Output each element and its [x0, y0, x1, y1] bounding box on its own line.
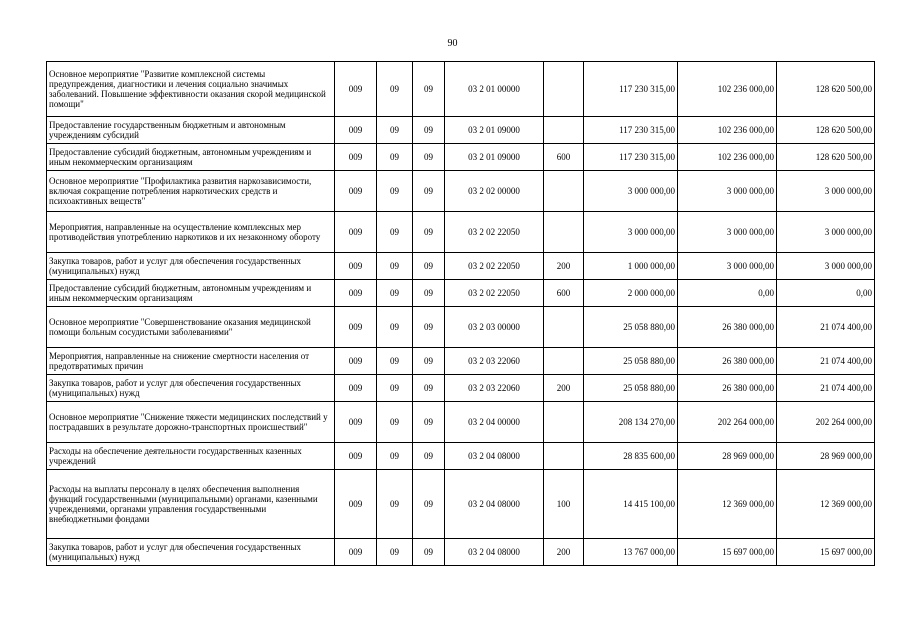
expense-type-cell — [544, 443, 584, 470]
ministry-code-cell: 009 — [335, 539, 377, 566]
amount-year2-cell: 102 236 000,00 — [678, 117, 777, 144]
ministry-code-cell: 009 — [335, 348, 377, 375]
subsection-code-cell: 09 — [413, 253, 445, 280]
expense-type-cell: 100 — [544, 470, 584, 539]
ministry-code-cell: 009 — [335, 307, 377, 348]
row-name-cell: Основное мероприятие "Профилактика развития наркозависимости, включая сокращение потребления наркотических средств и психоактивных веществ" — [47, 171, 335, 212]
amount-year2-cell: 12 369 000,00 — [678, 470, 777, 539]
ministry-code-cell: 009 — [335, 117, 377, 144]
amount-year2-cell: 26 380 000,00 — [678, 348, 777, 375]
amount-year3-cell: 21 074 400,00 — [777, 375, 875, 402]
amount-year3-cell: 21 074 400,00 — [777, 307, 875, 348]
section-code-cell: 09 — [377, 307, 413, 348]
subsection-code-cell: 09 — [413, 212, 445, 253]
row-name-cell: Закупка товаров, работ и услуг для обеспечения государственных (муниципальных) нужд — [47, 253, 335, 280]
budget-table — [46, 61, 875, 566]
expense-type-cell — [544, 307, 584, 348]
subsection-code-cell: 09 — [413, 62, 445, 117]
page-number: 90 — [447, 38, 458, 49]
expense-type-cell — [544, 171, 584, 212]
subsection-code-cell: 09 — [413, 144, 445, 171]
expense-type-cell: 600 — [544, 144, 584, 171]
target-article-cell: 03 2 02 22050 — [445, 253, 544, 280]
section-code-cell: 09 — [377, 539, 413, 566]
target-article-cell: 03 2 03 00000 — [445, 307, 544, 348]
section-code-cell: 09 — [377, 117, 413, 144]
amount-year1-cell: 1 000 000,00 — [584, 253, 678, 280]
amount-year1-cell: 25 058 880,00 — [584, 348, 678, 375]
amount-year3-cell: 15 697 000,00 — [777, 539, 875, 566]
ministry-code-cell: 009 — [335, 212, 377, 253]
table-row — [47, 307, 875, 348]
amount-year1-cell: 117 230 315,00 — [584, 144, 678, 171]
section-code-cell: 09 — [377, 171, 413, 212]
target-article-cell: 03 2 01 00000 — [445, 62, 544, 117]
row-name-cell: Закупка товаров, работ и услуг для обеспечения государственных (муниципальных) нужд — [47, 539, 335, 566]
amount-year2-cell: 15 697 000,00 — [678, 539, 777, 566]
amount-year3-cell: 128 620 500,00 — [777, 144, 875, 171]
row-name-cell: Основное мероприятие "Совершенствование оказания медицинской помощи больным сосудистыми заболеваниями" — [47, 307, 335, 348]
row-name-cell: Расходы на обеспечение деятельности государственных казенных учреждений — [47, 443, 335, 470]
table-row — [47, 443, 875, 470]
expense-type-cell: 200 — [544, 375, 584, 402]
ministry-code-cell: 009 — [335, 144, 377, 171]
target-article-cell: 03 2 04 08000 — [445, 539, 544, 566]
amount-year3-cell: 28 969 000,00 — [777, 443, 875, 470]
ministry-code-cell: 009 — [335, 253, 377, 280]
row-name-cell: Предоставление субсидий бюджетным, автономным учреждениям и иным некоммерческим организациям — [47, 280, 335, 307]
amount-year2-cell: 102 236 000,00 — [678, 62, 777, 117]
subsection-code-cell: 09 — [413, 348, 445, 375]
section-code-cell: 09 — [377, 62, 413, 117]
section-code-cell: 09 — [377, 144, 413, 171]
amount-year2-cell: 28 969 000,00 — [678, 443, 777, 470]
amount-year3-cell: 0,00 — [777, 280, 875, 307]
table-row — [47, 348, 875, 375]
row-name-cell: Предоставление государственным бюджетным и автономным учреждениям субсидий — [47, 117, 335, 144]
ministry-code-cell: 009 — [335, 62, 377, 117]
row-name-cell: Закупка товаров, работ и услуг для обеспечения государственных (муниципальных) нужд — [47, 375, 335, 402]
amount-year1-cell: 117 230 315,00 — [584, 117, 678, 144]
table-row — [47, 171, 875, 212]
section-code-cell: 09 — [377, 443, 413, 470]
ministry-code-cell: 009 — [335, 443, 377, 470]
target-article-cell: 03 2 02 22050 — [445, 212, 544, 253]
amount-year3-cell: 128 620 500,00 — [777, 62, 875, 117]
expense-type-cell — [544, 62, 584, 117]
ministry-code-cell: 009 — [335, 280, 377, 307]
section-code-cell: 09 — [377, 470, 413, 539]
table-row — [47, 212, 875, 253]
table-row — [47, 144, 875, 171]
table-row — [47, 117, 875, 144]
amount-year1-cell: 2 000 000,00 — [584, 280, 678, 307]
expense-type-cell — [544, 402, 584, 443]
expense-type-cell — [544, 348, 584, 375]
target-article-cell: 03 2 04 00000 — [445, 402, 544, 443]
amount-year2-cell: 3 000 000,00 — [678, 253, 777, 280]
amount-year1-cell: 25 058 880,00 — [584, 375, 678, 402]
amount-year1-cell: 3 000 000,00 — [584, 171, 678, 212]
subsection-code-cell: 09 — [413, 171, 445, 212]
amount-year2-cell: 3 000 000,00 — [678, 212, 777, 253]
subsection-code-cell: 09 — [413, 307, 445, 348]
table-row — [47, 470, 875, 539]
subsection-code-cell: 09 — [413, 402, 445, 443]
section-code-cell: 09 — [377, 253, 413, 280]
amount-year3-cell: 12 369 000,00 — [777, 470, 875, 539]
subsection-code-cell: 09 — [413, 280, 445, 307]
ministry-code-cell: 009 — [335, 375, 377, 402]
table-row — [47, 402, 875, 443]
expense-type-cell — [544, 117, 584, 144]
expense-type-cell — [544, 212, 584, 253]
amount-year1-cell: 13 767 000,00 — [584, 539, 678, 566]
ministry-code-cell: 009 — [335, 470, 377, 539]
table-row — [47, 280, 875, 307]
amount-year2-cell: 26 380 000,00 — [678, 307, 777, 348]
amount-year1-cell: 3 000 000,00 — [584, 212, 678, 253]
amount-year1-cell: 14 415 100,00 — [584, 470, 678, 539]
expense-type-cell: 200 — [544, 539, 584, 566]
amount-year2-cell: 102 236 000,00 — [678, 144, 777, 171]
target-article-cell: 03 2 04 08000 — [445, 443, 544, 470]
subsection-code-cell: 09 — [413, 117, 445, 144]
row-name-cell: Предоставление субсидий бюджетным, автономным учреждениям и иным некоммерческим организациям — [47, 144, 335, 171]
target-article-cell: 03 2 01 09000 — [445, 117, 544, 144]
section-code-cell: 09 — [377, 280, 413, 307]
table-row — [47, 539, 875, 566]
row-name-cell: Основное мероприятие "Развитие комплексной системы предупреждения, диагностики и лечения социально значимых заболеваний. Повышение эффективности оказания скорой медицинской помощи" — [47, 62, 335, 117]
target-article-cell: 03 2 04 08000 — [445, 470, 544, 539]
amount-year2-cell: 3 000 000,00 — [678, 171, 777, 212]
target-article-cell: 03 2 02 22050 — [445, 280, 544, 307]
target-article-cell: 03 2 01 09000 — [445, 144, 544, 171]
target-article-cell: 03 2 02 00000 — [445, 171, 544, 212]
subsection-code-cell: 09 — [413, 470, 445, 539]
section-code-cell: 09 — [377, 212, 413, 253]
amount-year3-cell: 128 620 500,00 — [777, 117, 875, 144]
row-name-cell: Основное мероприятие "Снижение тяжести медицинских последствий у пострадавших в результате дорожно-транспортных происшествий" — [47, 402, 335, 443]
expense-type-cell: 200 — [544, 253, 584, 280]
amount-year1-cell: 208 134 270,00 — [584, 402, 678, 443]
amount-year2-cell: 0,00 — [678, 280, 777, 307]
section-code-cell: 09 — [377, 375, 413, 402]
amount-year2-cell: 202 264 000,00 — [678, 402, 777, 443]
section-code-cell: 09 — [377, 402, 413, 443]
subsection-code-cell: 09 — [413, 375, 445, 402]
expense-type-cell: 600 — [544, 280, 584, 307]
row-name-cell: Расходы на выплаты персоналу в целях обеспечения выполнения функций государственными (муниципальными) органами, казенными учреждениями, органами управления государственными внебюджетными фондами — [47, 470, 335, 539]
target-article-cell: 03 2 03 22060 — [445, 375, 544, 402]
amount-year3-cell: 202 264 000,00 — [777, 402, 875, 443]
target-article-cell: 03 2 03 22060 — [445, 348, 544, 375]
amount-year1-cell: 25 058 880,00 — [584, 307, 678, 348]
row-name-cell: Мероприятия, направленные на осуществление комплексных мер противодействия употреблению наркотиков и их незаконному обороту — [47, 212, 335, 253]
amount-year3-cell: 3 000 000,00 — [777, 253, 875, 280]
row-name-cell: Мероприятия, направленные на снижение смертности населения от предотвратимых причин — [47, 348, 335, 375]
ministry-code-cell: 009 — [335, 171, 377, 212]
amount-year3-cell: 21 074 400,00 — [777, 348, 875, 375]
subsection-code-cell: 09 — [413, 539, 445, 566]
amount-year1-cell: 28 835 600,00 — [584, 443, 678, 470]
table-row — [47, 375, 875, 402]
amount-year1-cell: 117 230 315,00 — [584, 62, 678, 117]
section-code-cell: 09 — [377, 348, 413, 375]
amount-year2-cell: 26 380 000,00 — [678, 375, 777, 402]
amount-year3-cell: 3 000 000,00 — [777, 212, 875, 253]
table-row — [47, 62, 875, 117]
ministry-code-cell: 009 — [335, 402, 377, 443]
table-row — [47, 253, 875, 280]
subsection-code-cell: 09 — [413, 443, 445, 470]
amount-year3-cell: 3 000 000,00 — [777, 171, 875, 212]
